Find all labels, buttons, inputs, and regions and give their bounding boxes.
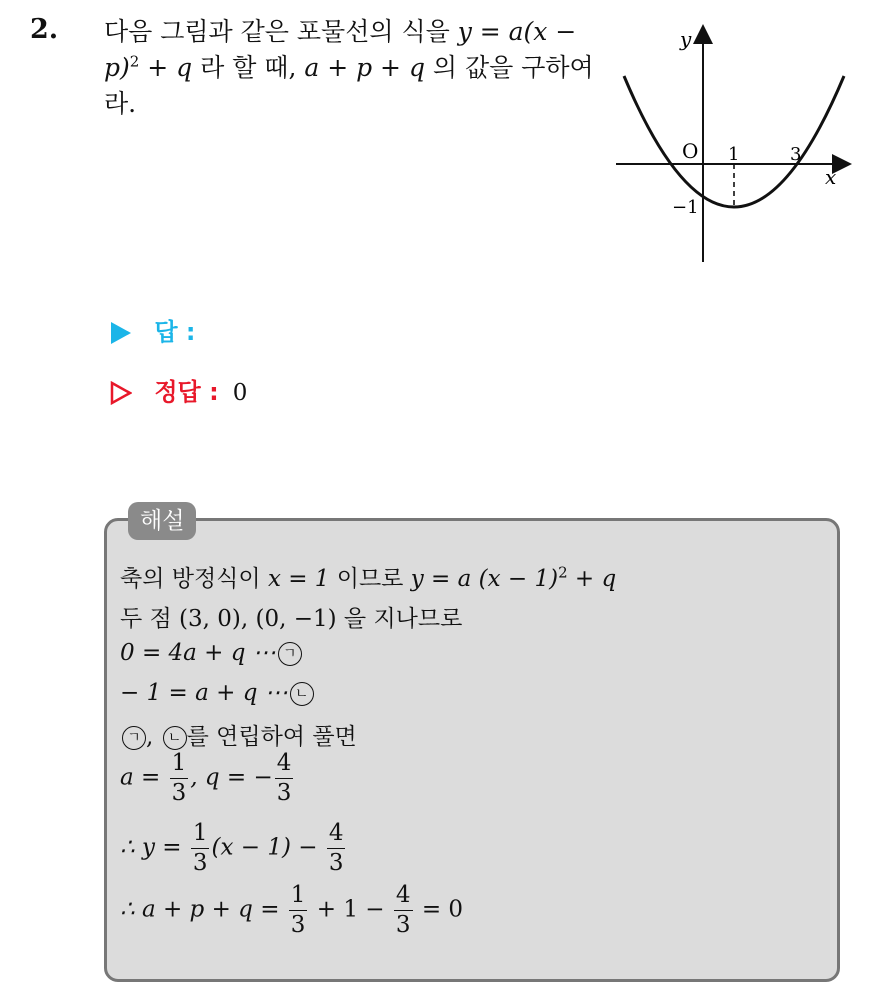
sol-l1-text2: 이므로 [329,566,411,592]
circled-giyeok-mark: ㄱ [278,642,302,666]
solution-line-5 [120,718,357,751]
sol-l8-a: ∴ a + p + q = [120,896,280,923]
question-text-4: 라. [104,89,137,118]
question-text-1: 다음 그림과 같은 포물선의 식을 [104,17,458,46]
fraction-four-thirds: $\frac{4}{3}$ [328,820,344,876]
sol-l5-text: 를 연립하여 풀면 [186,724,357,750]
y-axis-label: y [680,27,692,51]
question-equation: y = a(x − [457,17,577,46]
tick-label-neg1: −1 [672,197,699,218]
question-text-3: 의 값을 구하여 [424,53,594,82]
sol-l1-math2b: + q [567,566,617,592]
question-expression: a + p + q [304,53,425,82]
correct-answer-value: 0 [232,380,248,406]
question-equation-2: p) [104,53,130,82]
answer-label: 답 : [154,318,196,346]
sol-l1-exponent: 2 [558,563,568,582]
fraction-one-third: $\frac{1}{3}$ [192,820,208,876]
sol-l3-eq: 0 = 4a + q ⋯ [120,640,276,666]
correct-answer-label: 정답 : [154,378,219,406]
solution-line-4 [120,680,314,706]
fraction-four-thirds: $\frac{4}{3}$ [395,882,411,938]
outline-play-icon [110,381,132,405]
correct-answer-row [110,372,247,407]
sol-l8-b: + 1 − [316,896,385,923]
tick-label-1: 1 [728,144,740,165]
sol-l4-eq: − 1 = a + q ⋯ [120,680,288,706]
sol-l6-sep: , q = − [190,764,273,791]
sol-l7-b: (x − 1) − [211,834,318,861]
fraction-one-third: $\frac{1}{3}$ [171,750,187,806]
solution-line-3 [120,640,302,666]
circled-nieun-mark: ㄴ [290,682,314,706]
square-exponent: 2 [129,52,140,71]
sol-l5-comma: , [146,724,154,750]
origin-label: O [682,139,699,163]
solution-tag: 해설 [128,502,196,540]
sol-l1-math2: y = a (x − 1) [410,566,559,592]
sol-l8-c: = 0 [421,896,464,923]
question-equation-2b: + q [139,53,193,82]
x-axis-label: x [825,165,837,189]
sol-l1-text: 축의 방정식이 [120,566,268,592]
parabola-curve [624,76,844,207]
solution-line-6 [120,752,295,805]
question-text [104,14,594,122]
circled-nieun-mark: ㄴ [163,726,187,750]
fraction-four-thirds: $\frac{4}{3}$ [276,750,292,806]
parabola-graph [608,18,858,268]
sol-l7-a: ∴ y = [120,834,182,861]
sol-l1-math1: x = 1 [267,566,330,592]
question-number: 2. [30,14,59,45]
circled-giyeok-mark: ㄱ [122,726,146,750]
answer-row [110,312,196,347]
question-text-2: 라 할 때, [192,53,305,82]
fraction-one-third: $\frac{1}{3}$ [290,882,306,938]
solution-line-2: 두 점 (3, 0), (0, −1) 을 지나므로 [120,606,463,632]
solution-line-1 [120,560,616,593]
solution-line-7 [120,822,347,875]
sol-l6-a: a = [120,764,161,791]
filled-play-icon [110,321,132,345]
solution-line-8 [120,884,463,937]
tick-label-3: 3 [790,144,802,165]
